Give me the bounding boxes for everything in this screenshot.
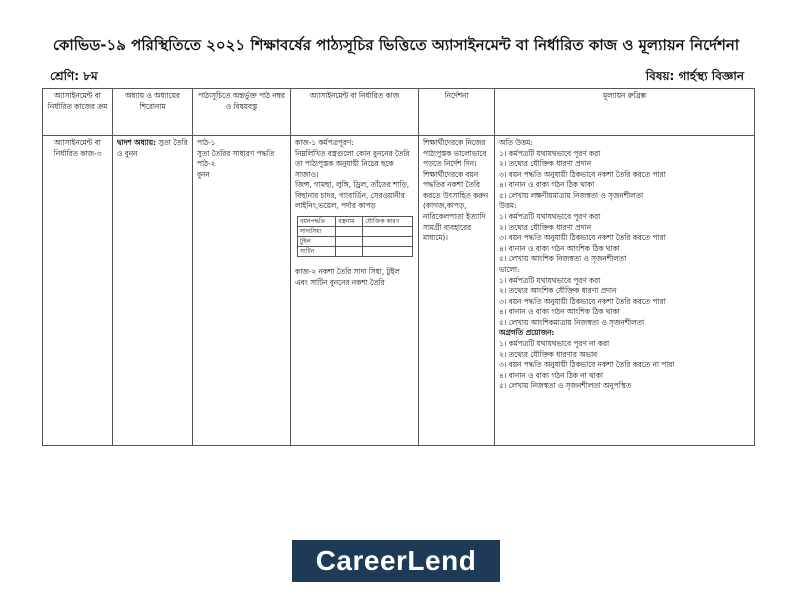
worksheet-cell <box>363 227 413 237</box>
header-task: অ্যাসাইনমেন্ট বা নির্ধারিত কাজ <box>291 89 419 136</box>
rubric-level: অগ্রগতি প্রয়োজন: <box>499 328 555 338</box>
rubric-item: ৫। লেখায় নিজস্বতা ও সৃজনশীলতা অনুপস্থিত <box>499 381 632 391</box>
cell-chapter <box>113 136 193 446</box>
order-text: অ্যাসাইনমেন্ট বা নির্ধারিত কাজ-৩ <box>53 138 102 158</box>
rubric-item: ৩। বয়ন পদ্ধতি অনুযায়ী ঠিকভাবে নকশা তৈরি করতে পারা <box>499 169 666 179</box>
worksheet-cell <box>363 247 413 257</box>
task2-text: কাজ-২ নকশা তৈরি সাদা সিধা, টুইল এবং সাটিন বুননের নকশা তৈরি <box>295 267 400 287</box>
rubric-item: ৫। লেখায় লক্ষণীয়মাত্রায় নিজস্বতা ও সৃজনশীলতা <box>499 190 644 200</box>
rubric-item: ৫। লেখায় আংশিক নিজস্বতা ও সৃজনশীলতা <box>499 254 627 264</box>
header-lessons: পাঠ্যসূচিতে অন্তর্ভুক্ত পাঠ নম্বর ও বিষয়বস্তু <box>193 89 291 136</box>
cell-task <box>291 136 419 446</box>
lesson-line: পাঠ-২ <box>197 159 216 169</box>
instructions-text: শিক্ষার্থীদেরকে নিজের পাঠ্যপুস্তক ভালোভাবে পড়তে নির্দেশ দিন। শিক্ষার্থীদেরকে বয়ন পদ্ধতির নকশা তৈরি করতে উৎসাহিত করুন (কাগজ,কাপড়, নারিকেলপাতা ইত্যাদি সামগ্রী ব্যবহারের মাধ্যমে)। <box>423 138 489 243</box>
header-rubric: মূল্যায়ন রুব্রিক্স <box>495 89 755 136</box>
rubric-item: ২। তথ্যের আংশিক যৌক্তিক ধারণা প্রদান <box>499 286 617 296</box>
rubric-item: ৩। বয়ন পদ্ধতি অনুযায়ী ঠিকভাবে নকশা তৈরি করতে না পারা <box>499 360 675 370</box>
worksheet-table <box>297 216 413 257</box>
rubric-item: ২। তথ্যের যৌক্তিক ধারণা প্রদান <box>499 222 591 232</box>
page-title: কোভিড-১৯ পরিস্থিতিতে ২০২১ শিক্ষাবর্ষের পাঠ্যসূচির ভিত্তিতে অ্যাসাইনমেন্ট বা নির্ধারিত কাজ ও মূল্যায়ন নির্দেশনা <box>52 36 740 54</box>
worksheet-header: বস্ত্রনাম <box>336 217 363 227</box>
lesson-line: সুতা তৈরির সাধারণ পদ্ধতি <box>197 148 275 158</box>
worksheet-row-label: সাদাসিধা <box>298 227 336 237</box>
worksheet-header: বয়নপদ্ধতি <box>298 217 336 227</box>
subject-label: বিষয়: গার্হস্থ্য বিজ্ঞান <box>645 69 744 83</box>
rubric-item: ৩। বয়ন পদ্ধতি অনুযায়ী ঠিকভাবে নকশা তৈরি করতে পারা <box>499 233 666 243</box>
worksheet-cell <box>336 227 363 237</box>
rubric-item: ২। তথ্যের যৌক্তিক ধারণা প্রদান <box>499 159 591 169</box>
rubric-item: ১। কর্মপত্রটি যথাযথভাবে পূরণ করা <box>499 212 601 222</box>
task1-items: জিন্স, গামছা, লুঙ্গি, ড্রিল, তাঁতের শাড়ি, বিছানার চাদর, গ্যাবার্ডিন, সেরওয়ানীর লাইনিং,ভয়েল, পর্দার কাপড় <box>295 180 410 211</box>
worksheet-row-label: সাটিন <box>298 247 336 257</box>
rubric-item: ৪। বানান ও বাক্য গঠন আংশিক ঠিক থাকা <box>499 243 620 253</box>
rubric-item: ২। তথ্যের যৌক্তিক ধারণার অভাব <box>499 349 598 359</box>
worksheet-header: যৌক্তিক কারণ <box>363 217 413 227</box>
header-chapter: অধ্যায় ও অধ্যায়ের শিরোনাম <box>113 89 193 136</box>
rubric-level: অতি উত্তম: <box>499 138 533 147</box>
careerlend-logo: CareerLend <box>292 540 500 582</box>
lesson-line: পাঠ-১ <box>197 138 216 147</box>
lesson-line: বুনন <box>197 169 210 179</box>
worksheet-cell <box>336 237 363 247</box>
cell-instructions <box>419 136 495 446</box>
task1-text: নিম্নলিখিত বস্ত্রগুলো কোন বুননের তৈরি তা পাঠ্যপুস্তক অনুযায়ী নিচের ছকে সাজাও। <box>295 148 410 179</box>
worksheet-row-label: টুইল <box>298 237 336 247</box>
rubric-item: ১। কর্মপত্রটি যথাযথভাবে পূরণ করা <box>499 148 601 158</box>
rubric-item: ৪। বানান ও বাক্য গঠন আংশিক ঠিক থাকা <box>499 307 620 317</box>
table-row <box>43 136 755 446</box>
table-header-row <box>43 89 755 136</box>
worksheet-cell <box>363 237 413 247</box>
rubric-item: ৩। বয়ন পদ্ধতি অনুযায়ী ঠিকভাবে নকশা তৈরি করতে পারা <box>499 296 666 306</box>
rubric-item: ৪। বানান ও বাক্য গঠন ঠিক না থাকা <box>499 370 604 380</box>
task1-heading: কাজ-১ কর্মপত্রপূরণ: <box>295 138 354 147</box>
rubric-level: উত্তম: <box>499 201 517 211</box>
chapter-title: সুতা তৈরি ও বুনন <box>117 138 188 158</box>
chapter-heading: দ্বাদশ অধ্যায়: <box>117 138 157 147</box>
rubric-level: ভালো: <box>499 264 520 274</box>
rubric-item: ৪। বানান ও বাক্য গঠন ঠিক থাকা <box>499 180 595 190</box>
cell-rubric <box>495 136 755 446</box>
class-label: শ্রেণি: ৮ম <box>50 69 98 83</box>
rubric-item: ১। কর্মপত্রটি যথাযথভাবে পূরণ না করা <box>499 338 610 348</box>
worksheet-cell <box>336 247 363 257</box>
header-instructions: নির্দেশনা <box>419 89 495 136</box>
header-order: অ্যাসাইনমেন্ট বা নির্ধারিত কাজের ক্রম <box>43 89 113 136</box>
assignment-table <box>42 88 755 446</box>
rubric-item: ৫। লেখায় আংশিকমাত্রায় নিজস্বতা ও সৃজনশীলতা <box>499 317 645 327</box>
rubric-item: ১। কর্মপত্রটি যথাযথভাবে পূরণ করা <box>499 275 601 285</box>
cell-order <box>43 136 113 446</box>
cell-lessons <box>193 136 291 446</box>
